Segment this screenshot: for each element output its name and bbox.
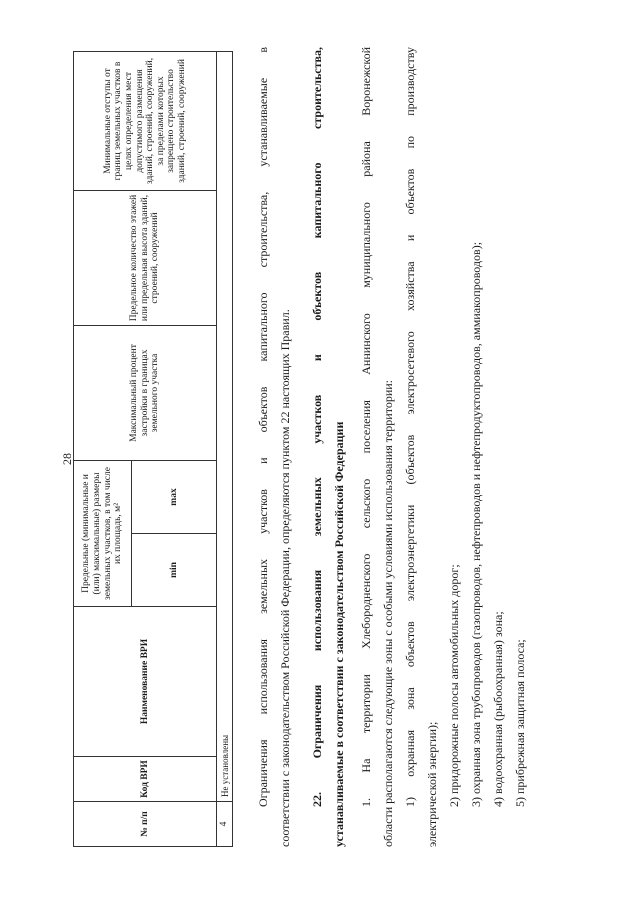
list-item-1-line-1: 1) охранная зона объектов электроэнергетики (объектов электросетевого хозяйства и объектов по производству [403, 47, 417, 807]
body-text [252, 47, 531, 847]
paragraph-2-line-2: области располагаются следующие зоны с особыми условиями использования территории: [381, 380, 395, 847]
paragraph-1-line-1: Ограничения использования земельных участков и объектов капитального строительства, устанавливаемые в [256, 47, 270, 807]
header-code: Код ВРИ [74, 757, 217, 802]
list-item-5: 5) прибрежная защитная полоса; [513, 639, 527, 807]
header-max: max [132, 461, 217, 534]
list-item-3: 3) охранная зона трубопроводов (газопроводов, нефтепроводов и нефтепродуктопроводов, аммиакопроводов); [469, 241, 483, 807]
paragraph-1-line-2: соответствии с законодательством Российской Федерации, определяются пунктом 22 настоящих Правил. [278, 309, 292, 847]
list-item-2: 2) придорожные полосы автомобильных дорог; [447, 564, 461, 807]
header-setbacks: Минимальные отступы от границ земельных участков в целях определения мест допустимого размещения зданий, строений, сооружений, за пределами которых запрещено строительство зданий, строений, сооружений [74, 52, 217, 191]
row-number: 4 [217, 802, 233, 847]
header-number: № п/п [74, 802, 217, 847]
header-min: min [132, 534, 217, 607]
header-name: Наименование ВРИ [74, 607, 217, 757]
list-item-1-line-2: электрической энергии); [425, 721, 439, 847]
row-note: Не установлены [217, 52, 233, 802]
paragraph-2-line-1: 1. На территории Хлебородненского сельского поселения Аннинского муниципального района Воронежской [359, 47, 373, 807]
section-heading-line-2: устанавливаемые в соответствии с законодательством Российской Федерации [332, 421, 346, 847]
header-percent: Максимальный процент застройки в границах земельного участка [74, 326, 217, 461]
list-item-4: 4) водоохранная (рыбоохранная) зона; [491, 611, 505, 807]
page-number: 28 [60, 453, 74, 465]
regulations-table [73, 52, 233, 847]
section-heading-line-1: 22. Ограничения использования земельных участков и объектов капитального строительства, [310, 47, 324, 807]
header-floors: Предельное количество этажей или предельная высота зданий, строений, сооружений [74, 191, 217, 326]
header-sizes: Предельные (минимальные и (или) максимальные) размеры земельных участков, в том числе их площадь, м² [74, 461, 132, 607]
